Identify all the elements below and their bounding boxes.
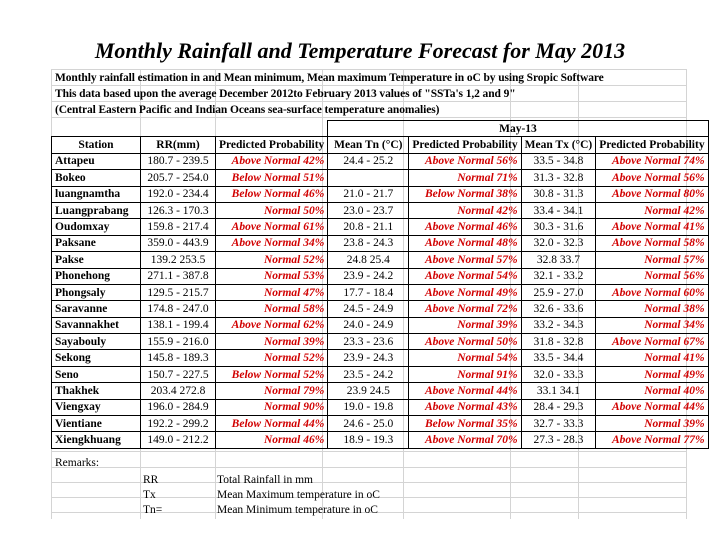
cell-station: Saravanne: [52, 301, 141, 317]
cell-prob-tn: Normal 42%: [409, 202, 521, 218]
cell-prob-tn: Above Normal 54%: [409, 268, 521, 284]
cell-prob-rr: Normal 79%: [216, 383, 328, 399]
cell-tn: 24.6 - 25.0: [328, 416, 409, 432]
cell-prob-rr: Normal 39%: [216, 334, 328, 350]
cell-tx: 32.1 - 33.2: [521, 268, 596, 284]
cell-prob-tx: Above Normal 58%: [596, 235, 708, 251]
table-row: [52, 186, 709, 202]
cell-prob-rr: Below Normal 44%: [216, 416, 328, 432]
cell-prob-tx: Above Normal 41%: [596, 219, 708, 235]
cell-station: Sayabouly: [52, 334, 141, 350]
cell-tn: [328, 170, 409, 186]
cell-station: Viengxay: [52, 399, 141, 415]
cell-prob-tn: Above Normal 46%: [409, 219, 521, 235]
remark-desc-rr: Total Rainfall in mm: [217, 474, 313, 486]
cell-station: Xiengkhuang: [52, 432, 141, 448]
cell-prob-rr: Below Normal 52%: [216, 366, 328, 382]
cell-prob-tx: Above Normal 74%: [596, 153, 708, 169]
note-line-2: This data based upon the average December 2012to February 2013 values of "SSTa's 1,2 and 9": [55, 88, 516, 100]
cell-prob-tx: Above Normal 80%: [596, 186, 708, 202]
cell-prob-rr: Above Normal 42%: [216, 153, 328, 169]
cell-prob-rr: Below Normal 51%: [216, 170, 328, 186]
cell-tx: 30.3 - 31.6: [521, 219, 596, 235]
cell-rr: 192.0 - 234.4: [141, 186, 216, 202]
cell-tn: 23.3 - 23.6: [328, 334, 409, 350]
cell-prob-tn: Above Normal 44%: [409, 383, 521, 399]
cell-prob-tx: Normal 38%: [596, 301, 708, 317]
cell-rr: 129.5 - 215.7: [141, 284, 216, 300]
cell-prob-tx: Normal 56%: [596, 268, 708, 284]
cell-prob-tn: Normal 71%: [409, 170, 521, 186]
note-line-1: Monthly rainfall estimation in and Mean minimum, Mean maximum Temperature in oC by using Sropic Software: [55, 72, 604, 84]
cell-tn: 18.9 - 19.3: [328, 432, 409, 448]
cell-station: Attapeu: [52, 153, 141, 169]
cell-station: Phongsaly: [52, 284, 141, 300]
remark-abbr-tn: Tn=: [143, 504, 163, 516]
cell-rr: 138.1 - 199.4: [141, 317, 216, 333]
cell-rr: 145.8 - 189.3: [141, 350, 216, 366]
table-row: [52, 366, 709, 382]
cell-station: Luangprabang: [52, 202, 141, 218]
cell-tn: 17.7 - 18.4: [328, 284, 409, 300]
table-row: [52, 153, 709, 169]
cell-station: Paksane: [52, 235, 141, 251]
cell-station: Bokeo: [52, 170, 141, 186]
cell-tx: 27.3 - 28.3: [521, 432, 596, 448]
cell-prob-tx: Normal 39%: [596, 416, 708, 432]
cell-prob-tx: Normal 42%: [596, 202, 708, 218]
cell-station: Vientiane: [52, 416, 141, 432]
cell-station: Pakse: [52, 252, 141, 268]
cell-tx: 28.4 - 29.3: [521, 399, 596, 415]
cell-rr: 139.2 253.5: [141, 252, 216, 268]
cell-prob-rr: Normal 53%: [216, 268, 328, 284]
cell-tx: 32.0 - 32.3: [521, 235, 596, 251]
table-row: [52, 350, 709, 366]
cell-tn: 23.9 - 24.3: [328, 350, 409, 366]
cell-prob-tn: Above Normal 70%: [409, 432, 521, 448]
table-row: [52, 383, 709, 399]
cell-prob-tn: Above Normal 57%: [409, 252, 521, 268]
col-prob-tx: Predicted Probability: [596, 137, 708, 153]
cell-rr: 126.3 - 170.3: [141, 202, 216, 218]
cell-rr: 205.7 - 254.0: [141, 170, 216, 186]
table-row: [52, 334, 709, 350]
cell-tx: 33.1 34.1: [521, 383, 596, 399]
table-row: [52, 252, 709, 268]
table-row: [52, 219, 709, 235]
remark-desc-tn: Mean Minimum temperature in oC: [217, 504, 378, 516]
cell-prob-rr: Normal 58%: [216, 301, 328, 317]
cell-tx: 31.8 - 32.8: [521, 334, 596, 350]
cell-tn: 23.9 24.5: [328, 383, 409, 399]
cell-prob-tx: Normal 40%: [596, 383, 708, 399]
cell-tx: 33.2 - 34.3: [521, 317, 596, 333]
cell-station: Savannakhet: [52, 317, 141, 333]
cell-rr: 155.9 - 216.0: [141, 334, 216, 350]
cell-prob-rr: Above Normal 34%: [216, 235, 328, 251]
cell-station: Thakhek: [52, 383, 141, 399]
cell-tn: 20.8 - 21.1: [328, 219, 409, 235]
cell-tn: 24.8 25.4: [328, 252, 409, 268]
cell-prob-rr: Below Normal 46%: [216, 186, 328, 202]
cell-prob-rr: Above Normal 61%: [216, 219, 328, 235]
cell-tn: 19.0 - 19.8: [328, 399, 409, 415]
month-header: May-13: [328, 121, 708, 137]
cell-tn: 23.9 - 24.2: [328, 268, 409, 284]
cell-prob-tn: Above Normal 48%: [409, 235, 521, 251]
cell-station: Sekong: [52, 350, 141, 366]
page-title: Monthly Rainfall and Temperature Forecast for May 2013: [94, 38, 626, 63]
cell-tx: 33.5 - 34.8: [521, 153, 596, 169]
cell-tx: 32.6 - 33.6: [521, 301, 596, 317]
cell-prob-tn: Normal 39%: [409, 317, 521, 333]
cell-prob-tn: Above Normal 72%: [409, 301, 521, 317]
table-row: [52, 284, 709, 300]
cell-rr: 192.2 - 299.2: [141, 416, 216, 432]
cell-prob-tx: Above Normal 67%: [596, 334, 708, 350]
cell-prob-tn: Above Normal 49%: [409, 284, 521, 300]
cell-prob-tx: Normal 57%: [596, 252, 708, 268]
cell-prob-rr: Normal 47%: [216, 284, 328, 300]
table-row: [52, 432, 709, 448]
remark-abbr-rr: RR: [143, 474, 159, 486]
table-row: [52, 202, 709, 218]
table-row: [52, 268, 709, 284]
cell-tx: 32.0 - 33.3: [521, 366, 596, 382]
cell-tx: 32.8 33.7: [521, 252, 596, 268]
cell-tn: 23.0 - 23.7: [328, 202, 409, 218]
cell-rr: 196.0 - 284.9: [141, 399, 216, 415]
cell-tx: 25.9 - 27.0: [521, 284, 596, 300]
cell-station: Phonehong: [52, 268, 141, 284]
col-tx: Mean Tx (°C): [521, 137, 596, 153]
cell-tx: 33.4 - 34.1: [521, 202, 596, 218]
cell-prob-rr: Normal 52%: [216, 252, 328, 268]
cell-tn: 24.5 - 24.9: [328, 301, 409, 317]
cell-tn: 24.0 - 24.9: [328, 317, 409, 333]
col-tn: Mean Tn (°C): [328, 137, 409, 153]
cell-tn: 23.8 - 24.3: [328, 235, 409, 251]
cell-prob-tn: Normal 91%: [409, 366, 521, 382]
col-prob-rr: Predicted Probability: [216, 137, 328, 153]
col-rr: RR(mm): [141, 137, 216, 153]
cell-prob-rr: Normal 90%: [216, 399, 328, 415]
cell-prob-tn: Below Normal 35%: [409, 416, 521, 432]
cell-prob-rr: Normal 50%: [216, 202, 328, 218]
table-row: [52, 170, 709, 186]
cell-prob-tx: Above Normal 60%: [596, 284, 708, 300]
table-row: [52, 301, 709, 317]
cell-prob-tn: Normal 54%: [409, 350, 521, 366]
cell-prob-rr: Normal 52%: [216, 350, 328, 366]
cell-station: Seno: [52, 366, 141, 382]
cell-prob-rr: Above Normal 62%: [216, 317, 328, 333]
cell-prob-tx: Normal 49%: [596, 366, 708, 382]
cell-rr: 149.0 - 212.2: [141, 432, 216, 448]
remarks-label: Remarks:: [55, 457, 100, 469]
remark-abbr-tx: Tx: [143, 489, 156, 501]
cell-prob-rr: Normal 46%: [216, 432, 328, 448]
cell-rr: 159.8 - 217.4: [141, 219, 216, 235]
cell-prob-tx: Above Normal 44%: [596, 399, 708, 415]
table-row: [52, 416, 709, 432]
cell-tn: 24.4 - 25.2: [328, 153, 409, 169]
cell-prob-tx: Normal 41%: [596, 350, 708, 366]
cell-prob-tx: Normal 34%: [596, 317, 708, 333]
cell-rr: 150.7 - 227.5: [141, 366, 216, 382]
cell-prob-tx: Above Normal 56%: [596, 170, 708, 186]
cell-tn: 23.5 - 24.2: [328, 366, 409, 382]
cell-prob-tx: Above Normal 77%: [596, 432, 708, 448]
cell-rr: 174.8 - 247.0: [141, 301, 216, 317]
cell-rr: 271.1 - 387.8: [141, 268, 216, 284]
table-row: [52, 399, 709, 415]
table-row: [52, 235, 709, 251]
forecast-table: [51, 120, 709, 449]
cell-rr: 203.4 272.8: [141, 383, 216, 399]
remark-desc-tx: Mean Maximum temperature in oC: [217, 489, 380, 501]
note-line-3: (Central Eastern Pacific and Indian Oceans sea-surface temperature anomalies): [55, 104, 440, 116]
cell-tx: 31.3 - 32.8: [521, 170, 596, 186]
cell-tn: 21.0 - 21.7: [328, 186, 409, 202]
cell-prob-tn: Above Normal 56%: [409, 153, 521, 169]
cell-station: Oudomxay: [52, 219, 141, 235]
col-station: Station: [52, 137, 141, 153]
cell-prob-tn: Below Normal 38%: [409, 186, 521, 202]
cell-station: luangnamtha: [52, 186, 141, 202]
cell-tx: 30.8 - 31.3: [521, 186, 596, 202]
cell-tx: 32.7 - 33.3: [521, 416, 596, 432]
cell-tx: 33.5 - 34.4: [521, 350, 596, 366]
col-prob-tn: Predicted Probability: [409, 137, 521, 153]
cell-prob-tn: Above Normal 43%: [409, 399, 521, 415]
cell-prob-tn: Above Normal 50%: [409, 334, 521, 350]
table-row: [52, 317, 709, 333]
cell-rr: 180.7 - 239.5: [141, 153, 216, 169]
cell-rr: 359.0 - 443.9: [141, 235, 216, 251]
